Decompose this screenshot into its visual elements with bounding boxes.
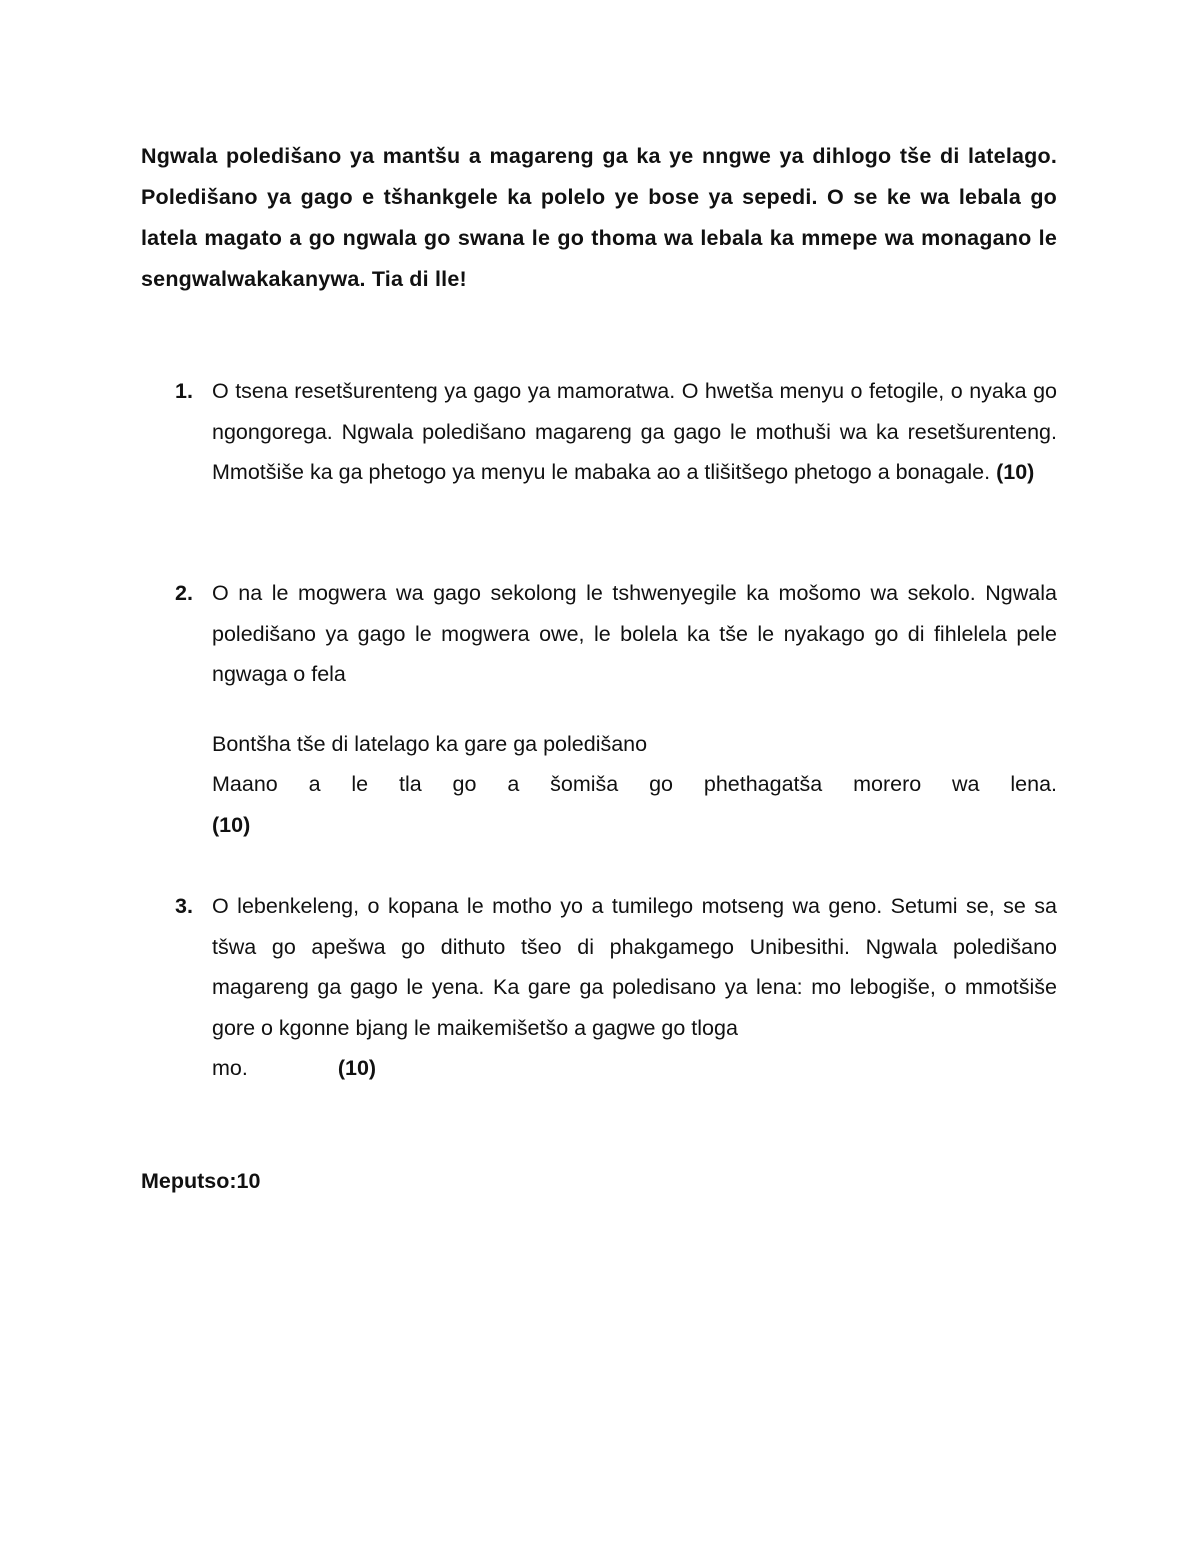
question-number: 1. (175, 379, 193, 403)
sub-point: Maano a le tla go a šomiša go phethagatša morero wa lena. (212, 772, 1057, 796)
question-text-container (212, 371, 1057, 493)
question-text-end: mo. (212, 1056, 248, 1080)
question-number: 2. (175, 581, 193, 605)
question-sub-block (212, 724, 1057, 846)
sub-instruction: Bontšha tše di latelago ka gare ga poledišano (212, 731, 648, 756)
question-text: O na le mogwera wa gago sekolong le tshwenyegile ka mošomo wa sekolo. Ngwala poledišano ya gago le mogwera owe, le bolela ka tše le nyakago go di fihlelela pele ngwaga o fela (212, 581, 1057, 686)
total-marks: Meputso:10 (141, 1169, 261, 1193)
instructions-paragraph: Ngwala poledišano ya mantšu a magareng ga ka ye nngwe ya dihlogo tše di latelago. Poledišano ya gago e tšhankgele ka polelo ye bose ya sepedi. O se ke wa lebala go latela magato a go ngwala go swana le go thoma wa lebala ka mmepe wa monagano le sengwalwakakanywa. Tia di lle! (141, 144, 1057, 291)
question-text: O lebenkeleng, o kopana le motho yo a tumilego motseng wa geno. Setumi se, se sa tšwa go apešwa go dithuto tšeo di phakgamego Unibesithi. Ngwala poledišano magareng ga gago le yena. Ka gare ga poledisano ya lena: mo lebogiše, o mmotšiše gore o kgonne bjang le maikemišetšo a gagwe go tloga (212, 894, 1057, 1040)
question-body (212, 371, 1057, 493)
question-marks: (10) (212, 812, 251, 837)
question-marks: (10) (996, 460, 1035, 484)
question-number: 3. (175, 894, 193, 918)
question-body (212, 886, 1057, 1089)
question-text: O tsena resetšurenteng ya gago ya mamoratwa. O hwetša menyu o fetogile, o nyaka go ngongorega. Ngwala poledišano magareng ga gago le mothuši wa ka resetšurenteng. Mmotšiše ka ga phetogo ya menyu le mabaka ao a tlišitšego phetogo a bonagale. (212, 379, 1057, 484)
question-marks: (10) (337, 1056, 377, 1080)
question-body (212, 573, 1057, 845)
question-last-line (212, 1048, 1057, 1089)
